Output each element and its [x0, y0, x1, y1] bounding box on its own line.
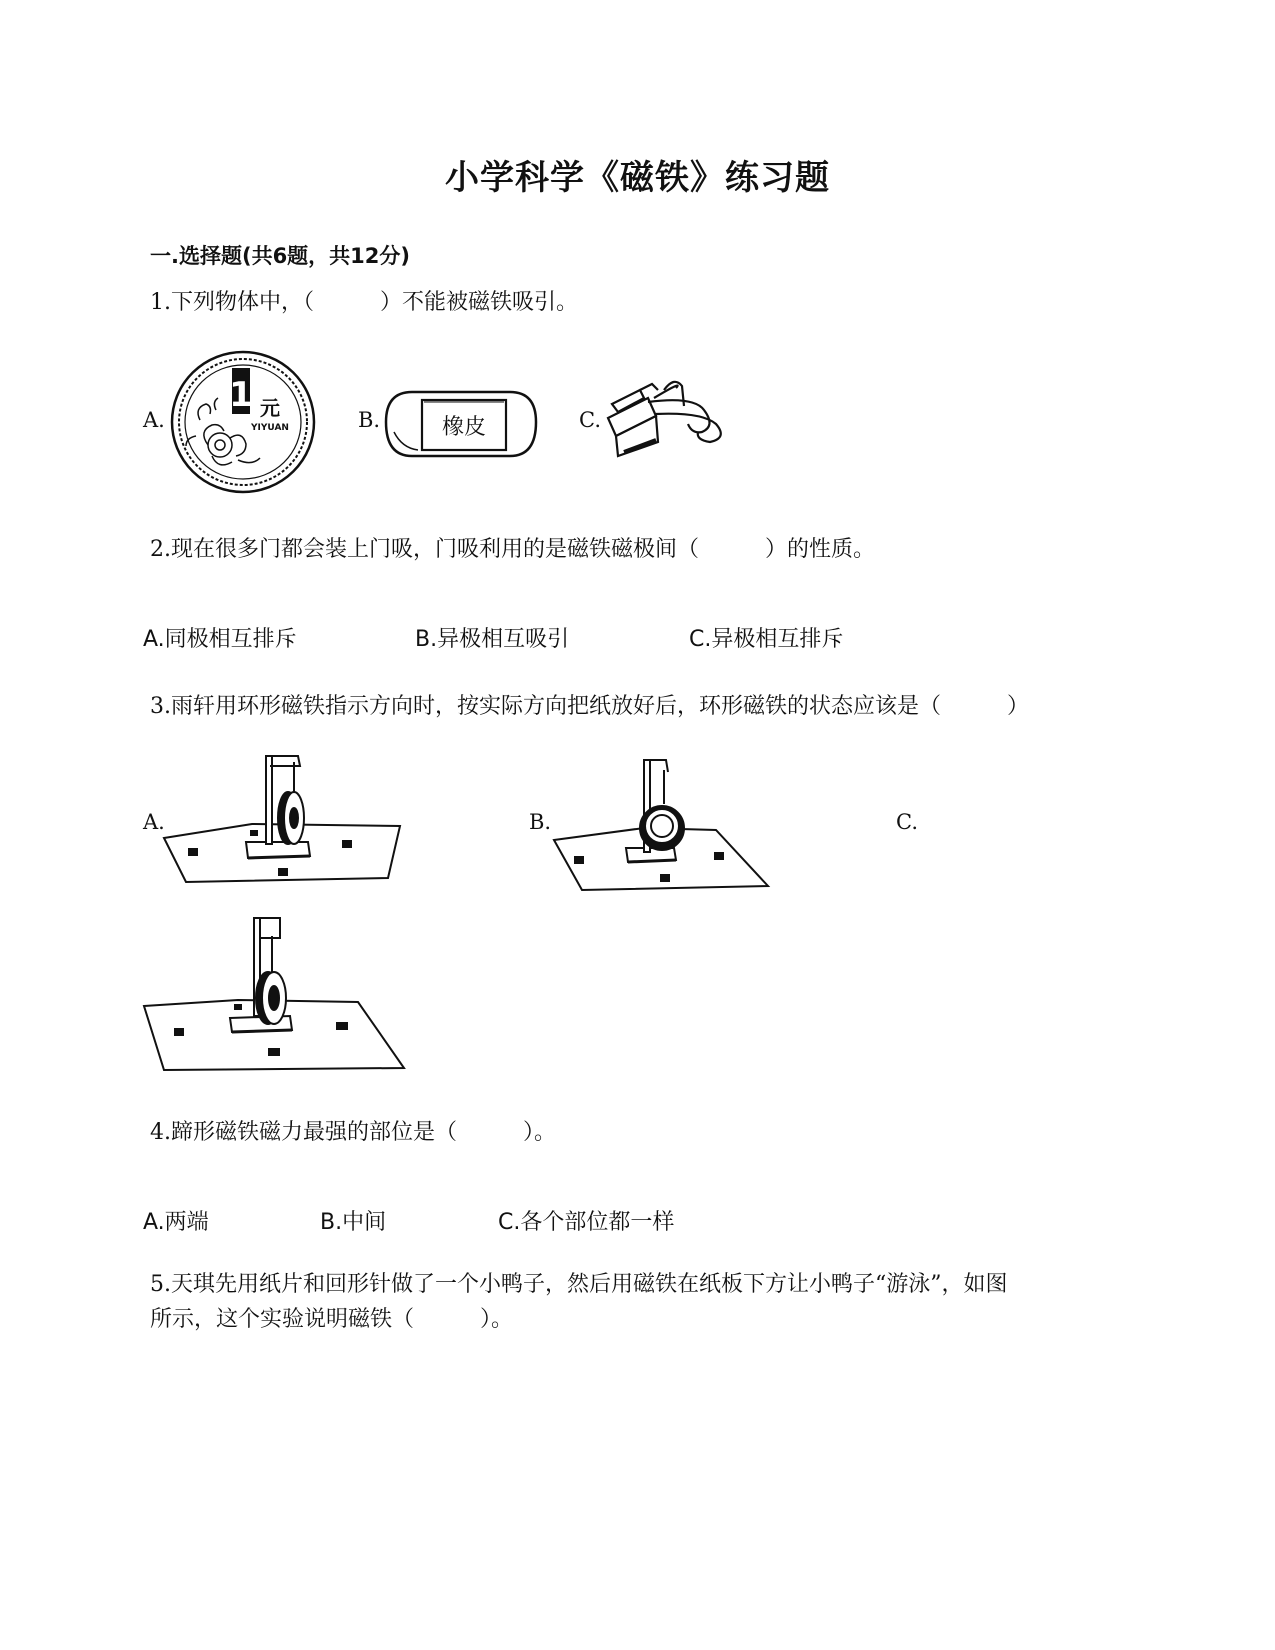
q2-option-c[interactable]: C.异极相互排斥 — [689, 627, 844, 652]
q3-option-a-label: A. — [143, 810, 165, 834]
q3-option-c-label: C. — [896, 810, 918, 834]
q3-option-b-label: B. — [529, 810, 552, 834]
question-2-text: 2.现在很多门都会装上门吸，门吸利用的是磁铁磁极间（ ）的性质。 — [150, 537, 875, 562]
question-4-text: 4.蹄形磁铁磁力最强的部位是（ ）。 — [150, 1120, 556, 1145]
page-title: 小学科学《磁铁》练习题 — [445, 158, 830, 198]
ring-magnet-stand-a-image[interactable] — [160, 750, 408, 884]
q2-option-b[interactable]: B.异极相互吸引 — [415, 627, 570, 652]
binder-clip-image[interactable] — [604, 376, 736, 460]
q1-option-b-label: B. — [358, 408, 381, 432]
section-heading: 一.选择题(共6题，共12分) — [150, 244, 411, 268]
question-5-text-line2: 所示，这个实验说明磁铁（ ）。 — [150, 1307, 514, 1332]
question-1-text: 1.下列物体中，（ ）不能被磁铁吸引。 — [150, 290, 578, 315]
ring-magnet-stand-b-image[interactable] — [548, 756, 772, 890]
eraser-label: 橡皮 — [441, 415, 487, 440]
question-5-text-line1: 5.天琪先用纸片和回形针做了一个小鸭子，然后用磁铁在纸板下方让小鸭子“游泳”，如图 — [150, 1272, 1008, 1297]
coin-unit: 元 — [260, 396, 280, 420]
q2-option-a[interactable]: A.同极相互排斥 — [143, 627, 297, 652]
coin-number: 1 — [229, 375, 253, 415]
coin-pinyin: YIYUAN — [251, 423, 289, 433]
q1-option-a-label: A. — [143, 408, 165, 432]
coin-image[interactable] — [168, 350, 318, 495]
q1-option-c-label: C. — [579, 408, 601, 432]
eraser-image[interactable] — [382, 388, 540, 460]
ring-magnet-stand-c-image[interactable] — [142, 912, 408, 1072]
q4-option-a[interactable]: A.两端 — [143, 1210, 209, 1235]
q4-option-b[interactable]: B.中间 — [320, 1210, 387, 1235]
q4-option-c[interactable]: C.各个部位都一样 — [498, 1210, 675, 1235]
question-3-text: 3.雨轩用环形磁铁指示方向时，按实际方向把纸放好后，环形磁铁的状态应该是（ ） — [150, 694, 1029, 719]
